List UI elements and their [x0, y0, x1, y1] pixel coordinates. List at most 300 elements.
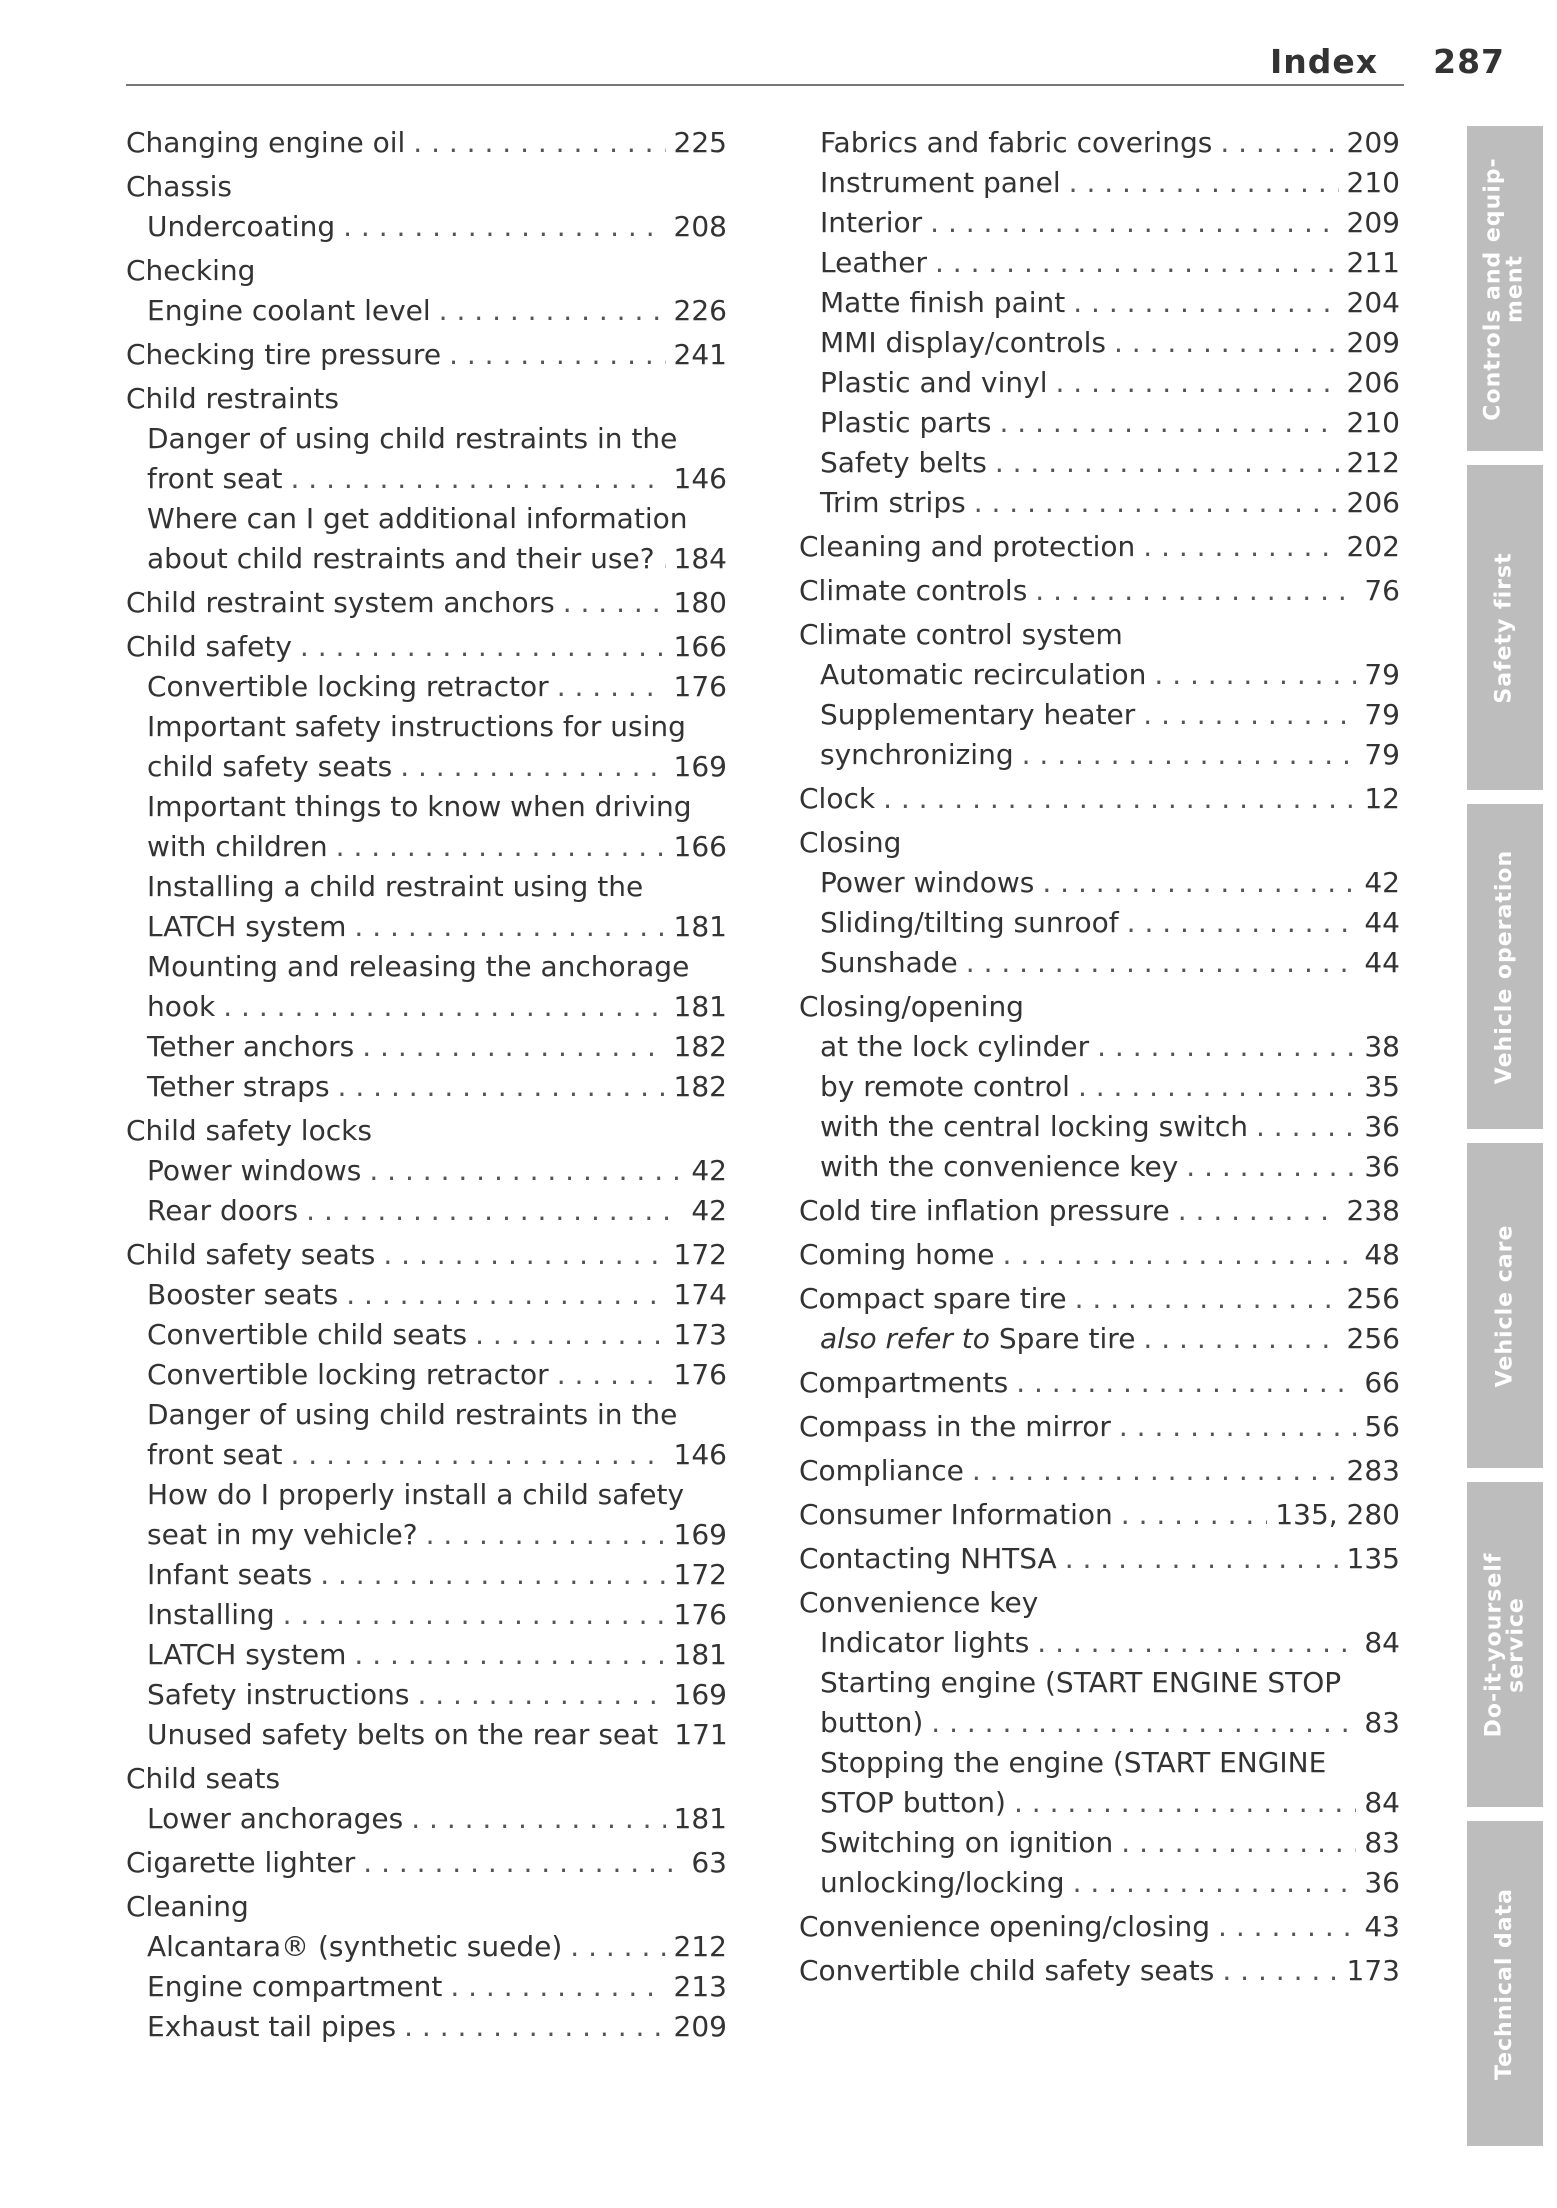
index-entry-page[interactable]: 212 [673, 1930, 727, 1963]
chapter-tab[interactable] [1467, 1482, 1543, 1807]
header-rule [126, 84, 1404, 86]
index-entry-page[interactable]: 84 [1364, 1786, 1400, 1819]
chapter-tab-label: Technical data [1492, 1887, 1517, 2080]
index-entry [126, 787, 727, 827]
dot-leader [1037, 1623, 1356, 1663]
dot-leader [557, 1355, 666, 1395]
index-entry-page[interactable]: 174 [673, 1278, 727, 1311]
index-entry [126, 1595, 727, 1635]
index-entry [799, 1863, 1400, 1903]
index-entry-term: Danger of using child restraints in the [147, 422, 678, 455]
index-entry-page[interactable]: 44 [1364, 906, 1400, 939]
dot-leader [354, 1635, 665, 1675]
index-entry-page[interactable]: 204 [1346, 286, 1400, 319]
index-entry-page[interactable]: 36 [1364, 1110, 1400, 1143]
index-entry-term: Changing engine oil [126, 126, 406, 159]
index-entry-page[interactable]: 43 [1364, 1910, 1400, 1943]
index-entry-term: Checking tire pressure [126, 338, 442, 371]
index-entry [799, 1907, 1400, 1947]
dot-leader [1016, 1363, 1356, 1403]
index-entry-term: Closing/opening [799, 990, 1024, 1023]
index-entry-page[interactable]: 176 [673, 670, 727, 703]
index-entry-page[interactable]: 83 [1364, 1706, 1400, 1739]
index-entry [126, 1111, 727, 1151]
chapter-tab-label: Do-it-yourself service [1481, 1552, 1529, 1737]
index-entry-page[interactable]: 241 [673, 338, 727, 371]
index-entry [799, 1623, 1400, 1663]
index-entry-page[interactable]: 206 [1346, 486, 1400, 519]
dot-leader [663, 539, 666, 579]
index-entry-term: at the lock cylinder [820, 1030, 1090, 1063]
index-entry [799, 1951, 1400, 1991]
index-entry-term: Child restraint system anchors [126, 586, 555, 619]
index-entry-page[interactable]: 48 [1364, 1238, 1400, 1271]
index-entry-term: Safety belts [820, 446, 987, 479]
chapter-tab-label: Vehicle care [1492, 1224, 1517, 1387]
index-entry-page[interactable]: 213 [673, 1970, 727, 2003]
index-entry-term: Leather [820, 246, 927, 279]
index-entry-term: LATCH system [147, 1638, 347, 1671]
index-entry-term: Cigarette lighter [126, 1846, 356, 1879]
dot-leader [290, 1435, 665, 1475]
index-entry [799, 571, 1400, 611]
index-entry-term: Convertible child safety seats [799, 1954, 1215, 1987]
index-entry-page[interactable]: 209 [673, 2010, 727, 2043]
index-entry-term: with the central locking switch [820, 1110, 1248, 1143]
index-entry-term: with the convenience key [820, 1150, 1179, 1183]
chapter-tab-label: Vehicle operation [1492, 849, 1518, 1084]
index-entry-term: Undercoating [147, 210, 336, 243]
index-entry-term: Coming home [799, 1238, 995, 1271]
index-entry-term: Convertible locking retractor [147, 1358, 549, 1391]
index-entry-term: Engine coolant level [147, 294, 431, 327]
dot-leader [1127, 903, 1357, 943]
index-entry [126, 987, 727, 1027]
index-entry [799, 483, 1400, 523]
index-entry-term: Compartments [799, 1366, 1009, 1399]
chapter-tab[interactable] [1467, 804, 1543, 1129]
index-entry-page[interactable]: 211 [1346, 246, 1400, 279]
index-entry-term: button) [820, 1706, 924, 1739]
index-entry [126, 291, 727, 331]
dot-leader [223, 987, 665, 1027]
index-entry [799, 1407, 1400, 1447]
index-entry-page[interactable]: 256 [1346, 1322, 1400, 1355]
index-entry [126, 707, 727, 747]
index-entry-term: Compact spare tire [799, 1282, 1067, 1315]
index-entry-page[interactable]: 184 [673, 542, 727, 575]
index-entry-page[interactable]: 173 [673, 1318, 727, 1351]
index-entry-page[interactable]: 169 [673, 1518, 727, 1551]
index-entry [126, 1355, 727, 1395]
index-entry [126, 1067, 727, 1107]
index-entry [126, 379, 727, 419]
index-entry-term: Lower anchorages [147, 1802, 404, 1835]
index-entry-term: Climate controls [799, 574, 1028, 607]
dot-leader [1154, 655, 1356, 695]
index-entry-term: Plastic parts [820, 406, 992, 439]
dot-leader [449, 335, 665, 375]
dot-leader [1035, 571, 1356, 611]
index-entry-term: Tether anchors [147, 1030, 355, 1063]
index-entry [799, 1539, 1400, 1579]
dot-leader [320, 1555, 665, 1595]
index-entry [799, 1823, 1400, 1863]
index-entry-term: Unused safety belts on the rear seat [147, 1718, 659, 1751]
index-entry-term: Closing [799, 826, 902, 859]
index-entry-page[interactable]: 63 [691, 1846, 727, 1879]
index-entry-page[interactable]: 182 [673, 1030, 727, 1063]
index-entry-page[interactable]: 209 [1346, 206, 1400, 239]
index-entry [799, 283, 1400, 323]
index-entry-page[interactable]: 42 [691, 1154, 727, 1187]
index-entry [799, 443, 1400, 483]
index-entry [126, 1395, 727, 1435]
index-entry-term: Installing a child restraint using the [147, 870, 644, 903]
index-entry-page[interactable]: 202 [1346, 530, 1400, 563]
dot-leader [300, 627, 666, 667]
index-entry [799, 655, 1400, 695]
dot-leader [411, 1799, 665, 1839]
index-entry-term: Important safety instructions for using [147, 710, 686, 743]
dot-leader [1178, 1191, 1339, 1231]
index-entry-term: Compliance [799, 1454, 964, 1487]
index-entry [126, 1967, 727, 2007]
dot-leader [1022, 735, 1357, 775]
dot-leader [354, 907, 665, 947]
index-entry-term: Power windows [820, 866, 1035, 899]
index-entry [126, 1927, 727, 1967]
dot-leader [972, 1451, 1339, 1491]
index-entry-term: Interior [820, 206, 923, 239]
index-entry-page[interactable]: 206 [1346, 366, 1400, 399]
index-entry-page[interactable]: 169 [673, 1678, 727, 1711]
index-entry-term: front seat [147, 462, 283, 495]
index-entry [799, 735, 1400, 775]
index-column-left [126, 123, 727, 2047]
index-entry [126, 499, 727, 539]
index-entry-term: Child restraints [126, 382, 339, 415]
index-entry-page[interactable]: 171 [674, 1718, 728, 1751]
index-entry [799, 823, 1400, 863]
index-entry [799, 123, 1400, 163]
chapter-tab-label: Safety first [1492, 551, 1517, 704]
index-entry-page[interactable]: 135 [1346, 1542, 1400, 1575]
index-entry [799, 363, 1400, 403]
index-entry [126, 907, 727, 947]
index-entry-term: Installing [147, 1598, 275, 1631]
index-entry [126, 459, 727, 499]
index-entry-term: Safety instructions [147, 1678, 410, 1711]
index-entry-page[interactable]: 181 [673, 910, 727, 943]
index-entry [799, 1107, 1400, 1147]
dot-leader [283, 1595, 666, 1635]
index-entry-page[interactable]: 79 [1364, 738, 1400, 771]
index-entry-term: Consumer Information [799, 1498, 1113, 1531]
index-entry-term: Indicator lights [820, 1626, 1030, 1659]
index-entry-page[interactable]: 283 [1346, 1454, 1400, 1487]
index-entry [126, 1887, 727, 1927]
dot-leader [995, 443, 1339, 483]
dot-leader [1218, 1907, 1356, 1947]
index-entry-term: Cleaning [126, 1890, 249, 1923]
index-entry [799, 1783, 1400, 1823]
index-entry-term: Switching on ignition [820, 1826, 1114, 1859]
index-entry-term: MMI display/controls [820, 326, 1106, 359]
index-entry-page[interactable]: 56 [1364, 1410, 1400, 1443]
index-entry-term: Convenience opening/closing [799, 1910, 1211, 1943]
index-entry-page[interactable]: 172 [673, 1558, 727, 1591]
index-entry-term: Where can I get additional information [147, 502, 688, 535]
index-entry [126, 1799, 727, 1839]
dot-leader [1143, 1319, 1338, 1359]
dot-leader [1065, 1539, 1339, 1579]
index-entry-term: Instrument panel [820, 166, 1061, 199]
index-entry-term: also refer to Spare tire [820, 1322, 1136, 1355]
index-entry [799, 403, 1400, 443]
index-entry-page[interactable]: 176 [673, 1598, 727, 1631]
index-entry [126, 827, 727, 867]
index-entry [126, 747, 727, 787]
index-entry [799, 903, 1400, 943]
index-entry [126, 251, 727, 291]
dot-leader [426, 1515, 666, 1555]
index-entry [126, 1315, 727, 1355]
dot-leader [1078, 1067, 1356, 1107]
dot-leader [930, 203, 1338, 243]
index-entry-page[interactable]: 180 [673, 586, 727, 619]
index-entry-term: Plastic and vinyl [820, 366, 1048, 399]
index-entry-page[interactable]: 210 [1346, 406, 1400, 439]
dot-leader [1114, 323, 1339, 363]
dot-leader [1119, 1407, 1357, 1447]
index-entry-page[interactable]: 38 [1364, 1030, 1400, 1063]
index-entry-term: Chassis [126, 170, 232, 203]
index-entry-page[interactable]: 83 [1364, 1826, 1400, 1859]
index-entry-page[interactable]: 42 [1364, 866, 1400, 899]
index-entry [126, 583, 727, 623]
index-entry-page[interactable]: 209 [1346, 326, 1400, 359]
index-entry-page[interactable]: 84 [1364, 1626, 1400, 1659]
index-entry-page[interactable]: 212 [1346, 446, 1400, 479]
index-entry-page[interactable]: 66 [1364, 1366, 1400, 1399]
dot-leader [1075, 1279, 1339, 1319]
dot-leader [883, 779, 1356, 819]
index-entry-page[interactable]: 36 [1364, 1150, 1400, 1183]
index-entry-page[interactable]: 135, 280 [1275, 1498, 1400, 1531]
index-entry-page[interactable]: 238 [1346, 1194, 1400, 1227]
index-entry-page[interactable]: 169 [673, 750, 727, 783]
chapter-tab[interactable] [1467, 1143, 1543, 1468]
dot-leader [338, 1067, 666, 1107]
index-entry [126, 1151, 727, 1191]
index-entry [126, 1715, 727, 1755]
index-entry [799, 1495, 1400, 1535]
index-entry-term: Compass in the mirror [799, 1410, 1111, 1443]
dot-leader [1069, 163, 1339, 203]
index-entry-term: Tether straps [147, 1070, 330, 1103]
index-entry [799, 1743, 1400, 1783]
index-entry [126, 1191, 727, 1231]
index-entry-page[interactable]: 42 [691, 1194, 727, 1227]
page-header [126, 36, 1505, 86]
page-title: Index [1269, 42, 1378, 81]
index-entry [126, 207, 727, 247]
index-entry [799, 1703, 1400, 1743]
index-entry [799, 863, 1400, 903]
page-number: 287 [1433, 42, 1505, 81]
index-entry [126, 123, 727, 163]
index-entry [799, 695, 1400, 735]
dot-leader [475, 1315, 665, 1355]
index-entry [799, 779, 1400, 819]
index-entry [799, 943, 1400, 983]
index-entry-page[interactable]: 173 [1346, 1954, 1400, 1987]
index-entry-term: Rear doors [147, 1194, 299, 1227]
index-entry [799, 1663, 1400, 1703]
dot-leader [931, 1703, 1356, 1743]
index-entry [126, 1475, 727, 1515]
index-entry [799, 1067, 1400, 1107]
dot-leader [1220, 123, 1338, 163]
dot-leader [417, 1675, 665, 1715]
index-entry-term: LATCH system [147, 910, 347, 943]
index-entry-term: Sliding/tilting sunroof [820, 906, 1119, 939]
chapter-tab-label: Controls and equip- ment [1481, 156, 1528, 421]
index-entry-page[interactable]: 76 [1364, 574, 1400, 607]
index-entry-term: Child safety [126, 630, 292, 663]
dot-leader [1256, 1107, 1356, 1147]
index-column-right [799, 123, 1400, 1991]
index-entry [799, 615, 1400, 655]
index-entry-page[interactable]: 209 [1346, 126, 1400, 159]
index-entry [799, 527, 1400, 567]
index-entry [799, 1583, 1400, 1623]
index-entry-page[interactable]: 210 [1346, 166, 1400, 199]
index-entry-page[interactable]: 79 [1364, 658, 1400, 691]
index-entry [126, 335, 727, 375]
index-entry-term: synchronizing [820, 738, 1014, 771]
dot-leader [336, 827, 666, 867]
index-entry [799, 323, 1400, 363]
index-entry [126, 1555, 727, 1595]
index-entry-term: Convertible child seats [147, 1318, 468, 1351]
index-entry-page[interactable]: 44 [1364, 946, 1400, 979]
index-entry [126, 167, 727, 207]
dot-leader [570, 1927, 665, 1967]
index-entry-term: by remote control [820, 1070, 1070, 1103]
dot-leader [1121, 1823, 1356, 1863]
index-entry-term: How do I properly install a child safety [147, 1478, 685, 1511]
chapter-tab[interactable] [1467, 126, 1543, 451]
dot-leader [1222, 1951, 1338, 1991]
dot-leader [343, 207, 665, 247]
index-entry-page[interactable]: 181 [673, 990, 727, 1023]
index-entry-page[interactable]: 166 [673, 630, 727, 663]
index-entry-term: Fabrics and fabric coverings [820, 126, 1213, 159]
dot-leader [1014, 1783, 1356, 1823]
index-entry [126, 1275, 727, 1315]
index-entry [799, 1363, 1400, 1403]
index-entry-term: Cold tire inflation pressure [799, 1194, 1170, 1227]
dot-leader [1073, 283, 1338, 323]
index-entry-page[interactable]: 172 [673, 1238, 727, 1271]
index-entry-term: Engine compartment [147, 1970, 443, 2003]
index-entry-page[interactable]: 181 [673, 1638, 727, 1671]
dot-leader [557, 667, 666, 707]
index-entry [126, 2007, 727, 2047]
index-entry-page[interactable]: 35 [1364, 1070, 1400, 1103]
index-entry-term: Mounting and releasing the anchorage [147, 950, 690, 983]
index-entry-page[interactable]: 12 [1364, 782, 1400, 815]
dot-leader [290, 459, 665, 499]
index-entry-page[interactable]: 176 [673, 1358, 727, 1391]
index-entry-term: Danger of using child restraints in the [147, 1398, 678, 1431]
index-entry-page[interactable]: 181 [673, 1802, 727, 1835]
dot-leader [413, 123, 665, 163]
cross-reference-prefix: also refer to [820, 1322, 990, 1355]
index-entry-page[interactable]: 226 [673, 294, 727, 327]
dot-leader [1121, 1495, 1268, 1535]
index-entry-page[interactable]: 146 [673, 1438, 727, 1471]
index-entry-term: Starting engine (START ENGINE STOP [820, 1666, 1342, 1699]
index-entry [126, 947, 727, 987]
dot-leader [1042, 863, 1356, 903]
index-entry-term: Supplementary heater [820, 698, 1136, 731]
index-entry-term: Cleaning and protection [799, 530, 1136, 563]
index-entry-page[interactable]: 208 [673, 210, 727, 243]
index-entry-term: seat in my vehicle? [147, 1518, 418, 1551]
index-entry [126, 1235, 727, 1275]
chapter-tab[interactable] [1467, 465, 1543, 790]
index-entry-term: Child safety seats [126, 1238, 376, 1271]
index-entry-page[interactable]: 182 [673, 1070, 727, 1103]
index-entry-page[interactable]: 146 [673, 462, 727, 495]
index-entry-term: child safety seats [147, 750, 393, 783]
index-entry-term: front seat [147, 1438, 283, 1471]
dot-leader [1073, 1863, 1357, 1903]
index-entry-term: Matte finish paint [820, 286, 1066, 319]
index-entry [126, 1515, 727, 1555]
index-entry-page[interactable]: 256 [1346, 1282, 1400, 1315]
chapter-tab[interactable] [1467, 1821, 1543, 2146]
dot-leader [974, 483, 1339, 523]
index-entry [126, 419, 727, 459]
index-entry-page[interactable]: 166 [673, 830, 727, 863]
dot-leader [1143, 527, 1338, 567]
index-entry [126, 539, 727, 579]
index-entry-term: Important things to know when driving [147, 790, 692, 823]
index-entry-page[interactable]: 36 [1364, 1866, 1400, 1899]
index-entry-page[interactable]: 79 [1364, 698, 1400, 731]
dot-leader [935, 243, 1339, 283]
index-entry [799, 163, 1400, 203]
dot-leader [362, 1027, 665, 1067]
dot-leader [369, 1151, 683, 1191]
index-entry-term: Sunshade [820, 946, 958, 979]
index-entry-term: Child seats [126, 1762, 281, 1795]
index-entry-term: Alcantara® (synthetic suede) [147, 1930, 563, 1963]
dot-leader [346, 1275, 665, 1315]
dot-leader [306, 1191, 683, 1231]
index-entry-term: hook [147, 990, 216, 1023]
dot-leader [1143, 695, 1356, 735]
index-entry-term: Automatic recirculation [820, 658, 1147, 691]
index-entry-term: STOP button) [820, 1786, 1006, 1819]
dot-leader [999, 403, 1338, 443]
index-entry-term: Convenience key [799, 1586, 1039, 1619]
index-entry-page[interactable]: 225 [673, 126, 727, 159]
